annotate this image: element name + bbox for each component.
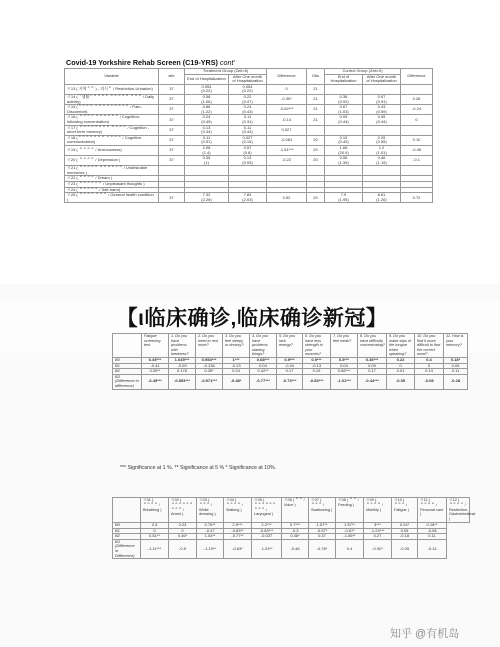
table-cell: -0.45 [401,145,433,155]
table-cell: 0.18* [444,357,468,363]
table-cell [267,166,307,176]
table-cell: ㄹ13 ( 지역ᄋᄋ ) - 의식ᄋ / Restriction-Urination) [65,84,159,94]
table-cell: -0.48* [223,374,250,389]
table-cell: -0.04 [277,363,303,369]
table-cell: 0.17 [277,369,303,375]
table-cell: 0.42** [250,369,277,375]
table-cell: 0.43 (0.59) [363,105,401,115]
table-cell: 37 [159,94,185,104]
table-cell: 0.25 (0.55) [363,135,401,145]
table-cell: 0.11 (0.51) [185,135,229,145]
table-cell: 0.13 (0.34) [185,125,229,135]
table-row [65,94,433,104]
column-header: 9. Do you make slips of the tongue when speaking? [387,334,415,358]
table-row [65,115,433,125]
header-after-month-control: After One month of Hospitalization [363,74,401,84]
table-cell: -0.44*** [358,374,387,389]
table-cell: 37 [159,84,185,94]
table-cell: 20 [307,145,325,155]
table-cell: 0.11 (0.44) [229,125,267,135]
table-cell: 0.11 (0.31) [229,115,267,125]
table-cell: 37 [159,125,185,135]
symptom-table [112,497,476,559]
table-cell [159,166,185,176]
table-cell: 0.13 (0.53) [229,156,267,166]
table-cell: 37 [159,115,185,125]
table-cell: 1.66 (20.9) [325,145,363,155]
table-cell: -0.77** [224,534,252,540]
table-row [65,193,433,203]
table-cell: -1.01*** [331,374,358,389]
table-cell: 0.15 (0.49) [325,135,363,145]
table-cell: 0.9*** [303,357,331,363]
table-cell: 2.9*** [224,522,252,528]
document-title: Covid-19 Yorkshire Rehab Screen (C19-YRS) cont' [66,58,235,67]
table-cell: 0.04 [250,363,277,369]
column-header: 6. Do you have less strength in your muscles? [303,334,331,358]
column-header [113,498,141,523]
column-header: 8. Do you have difficulty concentrating? [358,334,387,358]
table-cell: ㄹ19 ( ᄋᄋᄋᄋ / Anxiousness) [65,145,159,155]
row-label: B0 [113,522,141,528]
column-header: 1. Do you have problems with tiredness? [169,334,196,358]
header-difference-control: Difference [401,69,433,85]
table-cell: 0.56 (1.06) [185,94,229,104]
column-header: ㄹ10 ( ᄋᄋᄋ / Fatigue ) [392,498,418,523]
table-cell: 3*** [364,522,392,528]
table-cell: 0 [401,115,433,125]
table-row [65,145,433,155]
table-cell: ㄹ23 ( ᄋᄋᄋᄋᄋᄋ / Unpleasant thoughts ) [65,182,159,188]
column-header: ㄹ05 ( ᄋᄋᄋᄋᄋᄋ ᄋᄋᄋ / Laryngeal ) [252,498,282,523]
table-cell: 0.10 [401,135,433,145]
table-cell: 0 [267,84,307,94]
column-header: ㄹ04 ( ᄋᄋᄋᄋ / Walking ) [224,498,252,523]
table-cell [401,125,433,135]
table-cell: 3.05** [142,369,169,375]
header-variable: Variable [65,69,159,85]
header-end-hosp: End of Hospitalization [185,74,229,84]
table-cell: 0.24 (0.43) [229,105,267,115]
table-cell: 0.67 (0.91) [363,94,401,104]
table-cell: -0.08 [415,374,444,389]
table-row [65,84,433,94]
table-cell: 0.054 (0.22) [229,84,267,94]
table-cell: 2.08 (1.4) [185,145,229,155]
table-cell: 0.46 (1.19) [363,156,401,166]
table-cell: 37 [159,145,185,155]
table-cell: -0.83*** [303,374,331,389]
table-cell: 21 [307,84,325,94]
table-cell: -0.13 [303,363,331,369]
column-header: 7. Do you feel weak? [331,334,358,358]
row-label: B1 [113,528,141,534]
table-cell: -0.037 [252,534,282,540]
header-control-group: Control Group (Zeit=0) [325,69,401,75]
watermark: 知乎 @有机岛 [390,628,460,640]
row-label: B2 [113,534,141,540]
table-cell: -1.24*** [364,528,392,534]
table-cell: -0.73*** [277,374,303,389]
table-cell [307,125,325,135]
table-cell: 0.36*** [358,357,387,363]
table-cell: -0.92* [364,539,392,558]
table-cell: ㄹ21 ( ᄋᄋᄋᄋᄋ ᄋᄋᄋᄋᄋᄋ / Undesirable memories ) [65,166,159,176]
column-header: 5. Do you lack energy? [277,334,303,358]
table-cell: -0.35* [267,94,307,104]
fatigue-table [112,333,468,390]
table-cell: -0.05 [392,539,418,558]
table-cell: 0.19 [303,369,331,375]
row-label: B3 (Difference in Difference) [113,539,141,558]
column-header: ㄹ11 ( ᄋᄋᄋᄋ / Personal care ) [418,498,447,523]
table-cell: 0.027 (0.16) [229,135,267,145]
table-cell: -0.3 [282,528,309,534]
table-cell: 0.09 (0.44) [325,115,363,125]
table-cell: 0 [415,363,444,369]
table-cell: ㄹ16 ( ᄋᄋᄋᄋ ᄋᄋᄋᄋᄋᄋ / Cognition- following concentration) [65,115,159,125]
table-cell: -0.09 [169,363,196,369]
column-header: 10. Do you find it more difficult to find the correct word? [415,334,444,358]
table-cell [185,166,229,176]
table-cell: 37 [159,105,185,115]
row-label: B3 (Difference in difference) [113,374,142,389]
table-cell: 0.027 [267,125,307,135]
table-cell: 0.178 [169,369,196,375]
table-cell: ㄹ18 (ᄋᄋᄋᄋᄋᄋᄋ ᄋᄋᄋᄋ / Cognitive communication) [65,135,159,145]
column-header: ㄹ08 ( ᄋᄋ / Feeding ) [336,498,364,523]
table-cell: -1.51*** [267,145,307,155]
header-site: site [159,69,185,85]
table-cell: 37 [159,193,185,203]
table-cell: 0.09 [444,363,468,369]
table-cell: 0.14 [415,369,444,375]
column-header: 4. Do you have problems starting things? [250,334,277,358]
table-cell: 7.84 (2.03) [229,193,267,203]
table-cell: -0.67* [336,528,364,534]
table-cell: 0.09 (0.44) [363,115,401,125]
column-header: 2. Do you need to rest more? [196,334,223,358]
column-header: ㄹ06 ( ᄋᄋ / Voice ) [282,498,309,523]
table-cell: -0.5 [169,539,197,558]
column-header: 11. How is your memory? [444,334,468,358]
header-obs: Obs [307,69,325,85]
table-cell: 0 [141,528,169,534]
table-cell: -1.03** [252,539,282,558]
rehab-screen-table [64,68,433,203]
table-cell [307,166,325,176]
table-cell [325,125,363,135]
table-cell: 0.11 [444,369,468,375]
table-cell: 0.46* [169,534,197,540]
table-cell: -0.18 [392,534,418,540]
table-cell: ㄹ20 ( ᄋᄋᄋᄋ / Depression ) [65,156,159,166]
table-cell: -0.136 [196,363,223,369]
header-end-hosp-control: End of Hospitalization [325,74,363,84]
table-cell: 0.56 (1.39) [325,156,363,166]
table-cell: 1.57** [336,522,364,528]
table-cell: 0.11 [418,534,447,540]
table-cell: ㄹ25 ( ᄋᄋᄋᄋ ᄋᄋᄋ / General health condition ) [65,193,159,203]
table-cell: -0.83** [224,528,252,534]
table-cell: 0.04 [331,363,358,369]
table-cell: 0.4 [415,357,444,363]
table-cell: 21 [307,94,325,104]
table-cell: 0.46* [282,534,309,540]
header-difference: Difference [267,69,307,85]
table-cell: -0.24 [401,105,433,115]
table-cell: 1*** [223,357,250,363]
table-cell: 0.4 [336,539,364,558]
table-cell: 0.7*** [282,522,309,528]
table-cell: ㄹ14 (ᄀ생활ᄆᄋᄋᄋᄋ ᄋᄋᄋᄋᄋ ᄋᄋᄋ / Daily activity) [65,94,159,104]
table-cell: -0.05 [387,374,415,389]
table-cell: 20 [307,193,325,203]
table-cell: 8.61 (1.26) [363,193,401,203]
table-cell: 21 [307,115,325,125]
table-cell: 1.04** [197,534,224,540]
column-header: ㄹ07 ( ᄋᄋᄋ / Swallowing ) [309,498,336,523]
table-cell: 0.57 (0.8) [229,145,267,155]
table-cell: -0.77*** [250,374,277,389]
table-cell: -0.13 [223,363,250,369]
table-cell: 0.24* [392,522,418,528]
table-cell: -0.1 [401,156,433,166]
table-row [65,166,433,176]
table-cell: 0.23 [169,522,197,528]
table-cell: -0.78* [309,539,336,558]
table-cell: 0.68*** [250,357,277,363]
table-cell: 0.5*** [331,357,358,363]
column-header: ㄹ12 ( ᄋᄋᄋᄋ / Restriction-Gastrointestinal ) [447,498,470,523]
table-cell: -0.83*** [252,528,282,534]
table-cell [325,84,363,94]
table-cell: 0.76** [197,522,224,528]
table-cell: 0.954*** [196,357,223,363]
table-cell: 0.22 [387,357,415,363]
table-cell: 0.81** [141,534,169,540]
table-cell: 37 [159,135,185,145]
table-cell: 0 [169,528,197,534]
table-cell: ㄹ24 ( ᄋᄋᄋᄋᄋ / Self-harm) [65,187,159,193]
table-cell: -0.41 [142,363,169,369]
table-cell: 0.17 [358,369,387,375]
table-cell: -6.45*** [142,374,169,389]
significance-note-2: *** Significance at 1 %. ** Significance at 5 % * Significance at 10%. [120,465,277,471]
table-cell: 0.52 [267,193,307,203]
table-cell [229,166,267,176]
table-cell: 0.86 (1.22) [185,105,229,115]
column-header: ㄹ03 ( ᄋᄋᄋ / White dressing ) [197,498,224,523]
table-cell: 1.2 (1.01) [363,145,401,155]
table-cell: 0.05 [392,528,418,534]
table-cell: -0.46 [282,539,309,558]
table-cell: 0.72 [401,193,433,203]
table-cell: 1.045*** [169,357,196,363]
table-cell: 0.37 [309,534,336,540]
table-cell: -0.853*** [169,374,196,389]
table-cell [363,84,401,94]
table-cell: 0.24 (0.49) [185,115,229,125]
table-cell: -0.57* [309,528,336,534]
table-cell: -0.62*** [267,105,307,115]
table-row [65,125,433,135]
table-cell: 0.22 (0.47) [229,94,267,104]
table-cell [363,166,401,176]
table-cell: 0.38 (0.92) [325,94,363,104]
table-cell: 20 [307,156,325,166]
row-label: B0 [113,357,142,363]
table-cell: 20 [307,135,325,145]
table-cell: 6.45*** [142,357,169,363]
table-cell [363,125,401,135]
table-cell: 0.09 [358,363,387,369]
table-cell: 0.35 (1) [185,156,229,166]
table-cell: 0.66*** [331,369,358,375]
table-cell: 0.67 (1.03) [325,105,363,115]
table-cell: 2.2*** [252,522,282,528]
column-header: Fatigue screening test [142,334,169,358]
table-cell: -1.19** [197,539,224,558]
table-cell: -0.14 [267,115,307,125]
table-cell: -0.63* [224,539,252,558]
table-cell: ㄹ22 ( ᄋᄋᄋᄋ / Dream ) [65,176,159,182]
table-cell [401,84,433,94]
table-cell: 7.32 (2.26) [185,193,229,203]
table-cell: -0.14 [418,539,447,558]
table-cell: -0.28 [444,374,468,389]
overlay-title: 【ι临床确诊,临床确诊新冠】 [116,307,388,330]
table-cell: 1.57** [309,522,336,528]
table-cell: -1.11*** [141,539,169,558]
table-cell [325,166,363,176]
table-row [113,374,468,389]
table-cell: 0.18** [418,522,447,528]
column-header: 3. Do you feel sleepy or drowsy? [223,334,250,358]
table-cell: 21 [307,105,325,115]
table-cell: 0.01 [387,369,415,375]
table-cell: 0.35* [196,369,223,375]
column-header: ㄹ09 ( ᄋᄋᄋᄋ / Mobility ) [364,498,392,523]
table-cell: 0 [387,363,415,369]
table-cell: -0.081 [267,135,307,145]
table-cell: 0.27 [364,534,392,540]
table-cell: 37 [159,156,185,166]
header-after-month: After One month of Hospitalization [229,74,267,84]
column-header: ㄹ02 ( ᄋᄋᄋᄋᄋᄋ ᄋᄋᄋ / Arrest ) [169,498,197,523]
table-cell: 7.9 (1.95) [325,193,363,203]
column-header: ㄹ01 ( ᄋᄋᄋᄋ / Breathing ) [141,498,169,523]
table-row [65,105,433,115]
table-cell [401,166,433,176]
row-label: B1 [113,363,142,369]
table-cell: -0.47 [197,528,224,534]
table-cell: ㄹ17 ( ᄋᄋᄋᄋᄋᄋᄋᄋ ᄋᄋᄋᄋ / Cognition - short-term memory) [65,125,159,135]
table-cell: ㄹ15 (ᄋᄋᄋᄋ ᄋᄋᄋᄋᄋᄋᄋᄋᄋ / Pain-Discomfort) [65,105,159,115]
table-cell: 0.9*** [277,357,303,363]
table-cell: 0.3 [141,522,169,528]
table-row [65,156,433,166]
table-row [113,539,470,558]
table-cell: 0.054 (0.22) [185,84,229,94]
table-cell: -0.22 [267,156,307,166]
column-header [113,334,142,358]
table-cell: 0.24 [223,369,250,375]
row-label: B2 [113,369,142,375]
table-row [65,135,433,145]
table-cell: -0.971*** [196,374,223,389]
table-cell: 0.28 [401,94,433,104]
header-treatment-group: Treatment Group (Zeit=6) [185,69,267,75]
table-cell: -1.06** [336,534,364,540]
table-cell: -0.08 [418,528,447,534]
